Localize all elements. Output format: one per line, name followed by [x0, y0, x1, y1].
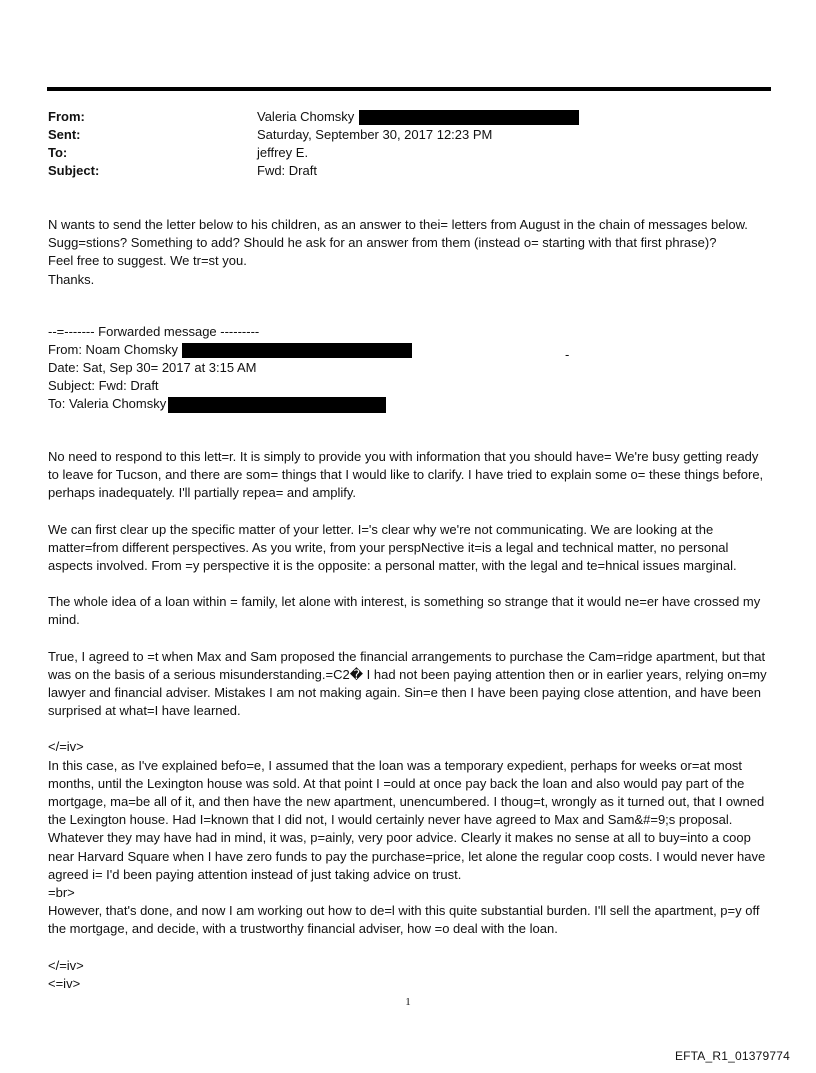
- document-id: EFTA_R1_01379774: [674, 1049, 790, 1063]
- stray-mark: -: [565, 347, 570, 362]
- paragraph: The whole idea of a loan within = family, let alone with interest, is something so strange that it would ne=er have crossed my mind.: [48, 594, 761, 628]
- intro-line: N wants to send the letter below to his children, as an answer to thei= letters from August in the chain of messages below.: [48, 217, 748, 232]
- paragraph: In this case, as I've explained befo=e, I assumed that the loan was a temporary expedient, perhaps for weeks or=at most months, until the Lexington house was sold. At that point I =ould at once pay back the loan and also would pay part of the mortgage, ma=be all of it, and then have the new apartment, unencumbered. I thoug=t, wrongly as it turned out, that I owned the Lexington house. Had I=known that I did not, I would certainly never have agreed to Max and Sam&#=9;s proposal. Whatever they may have had in mind, it was, p=ainly, very poor advice. Clearly it makes no sense at all to buy=into a coop near Harvard Square when I have zero funds to pay the purchase=price, let alone the regular coop costs. I would never have agreed i= I'd been paying attention instead of just taking advice on trust.: [48, 757, 766, 882]
- html-tag-fragment: =br>: [48, 885, 75, 901]
- forwarded-from: From: Noam Chomsky: [48, 341, 412, 359]
- paragraph: No need to respond to this lett=r. It is simply to provide you with information that you should have= We're busy getting ready to leave for Tucson, and there are som= things that I would like to clarify. I have tried to explain some o= these things before, perhaps inadequately. I'll partially repea= and amplify.: [48, 449, 764, 501]
- page-number: 1: [405, 996, 411, 1008]
- sent-value: Saturday, September 30, 2017 12:23 PM: [257, 127, 493, 142]
- intro-line: Thanks.: [48, 271, 95, 287]
- forwarded-date: Date: Sat, Sep 30= 2017 at 3:15 AM: [48, 360, 257, 375]
- intro-message: [48, 216, 772, 289]
- intro-line: Sugg=stions? Something to add? Should he ask for an answer from them (instead o= starting with that first phrase)?: [48, 235, 717, 251]
- subject-label: Subject:: [48, 163, 100, 178]
- sent-label: Sent:: [48, 127, 81, 142]
- paragraph: However, that's done, and now I am working out how to de=l with this quite substantial burden. I'll sell the apartment, p=y off the mortgage, and decide, with a trustworthy financial adviser, how =o deal with the loan.: [48, 903, 760, 937]
- forwarded-marker: --=------- Forwarded message ---------: [48, 324, 260, 339]
- redaction-box: [359, 110, 579, 125]
- header-rule: [47, 87, 771, 91]
- redaction-box: [168, 397, 386, 413]
- html-tag-fragment: </=iv>: [48, 739, 84, 755]
- to-label: To:: [48, 145, 68, 160]
- subject-value: Fwd: Draft: [257, 163, 317, 178]
- from-label: From:: [48, 109, 85, 124]
- to-value: jeffrey E.: [257, 145, 309, 160]
- email-header: [48, 108, 748, 184]
- forwarded-subject: Subject: Fwd: Draft: [48, 378, 159, 393]
- letter-body: [48, 448, 772, 993]
- from-value: Valeria Chomsky: [257, 108, 579, 126]
- html-tag-fragment: </=iv>: [48, 957, 84, 973]
- redaction-box: [182, 343, 412, 358]
- forwarded-to: To: Valeria Chomsky: [48, 395, 386, 413]
- paragraph: True, I agreed to =t when Max and Sam proposed the financial arrangements to purchase the Cam=ridge apartment, but that was on the basis of a serious misunderstanding.=C2� I had not been paying attention then or in earlier years, relying on=my lawyer and financial adviser. Mistakes I am not making again. Sin=e then I have been paying close attention, and have been surprised at what=I have learned.: [48, 648, 767, 719]
- html-tag-fragment: <=iv>: [48, 975, 81, 991]
- intro-line: Feel free to suggest. We tr=st you.: [48, 253, 247, 269]
- paragraph: We can first clear up the specific matter of your letter. I='s clear why we're not communicating. We are looking at the matter=from different perspectives. As you write, from your perspNective it=is a legal and technical matter, no personal aspects involved. From =y perspective it is the opposite: a personal matter, with the legal and te=hnical issues marginal.: [48, 521, 737, 574]
